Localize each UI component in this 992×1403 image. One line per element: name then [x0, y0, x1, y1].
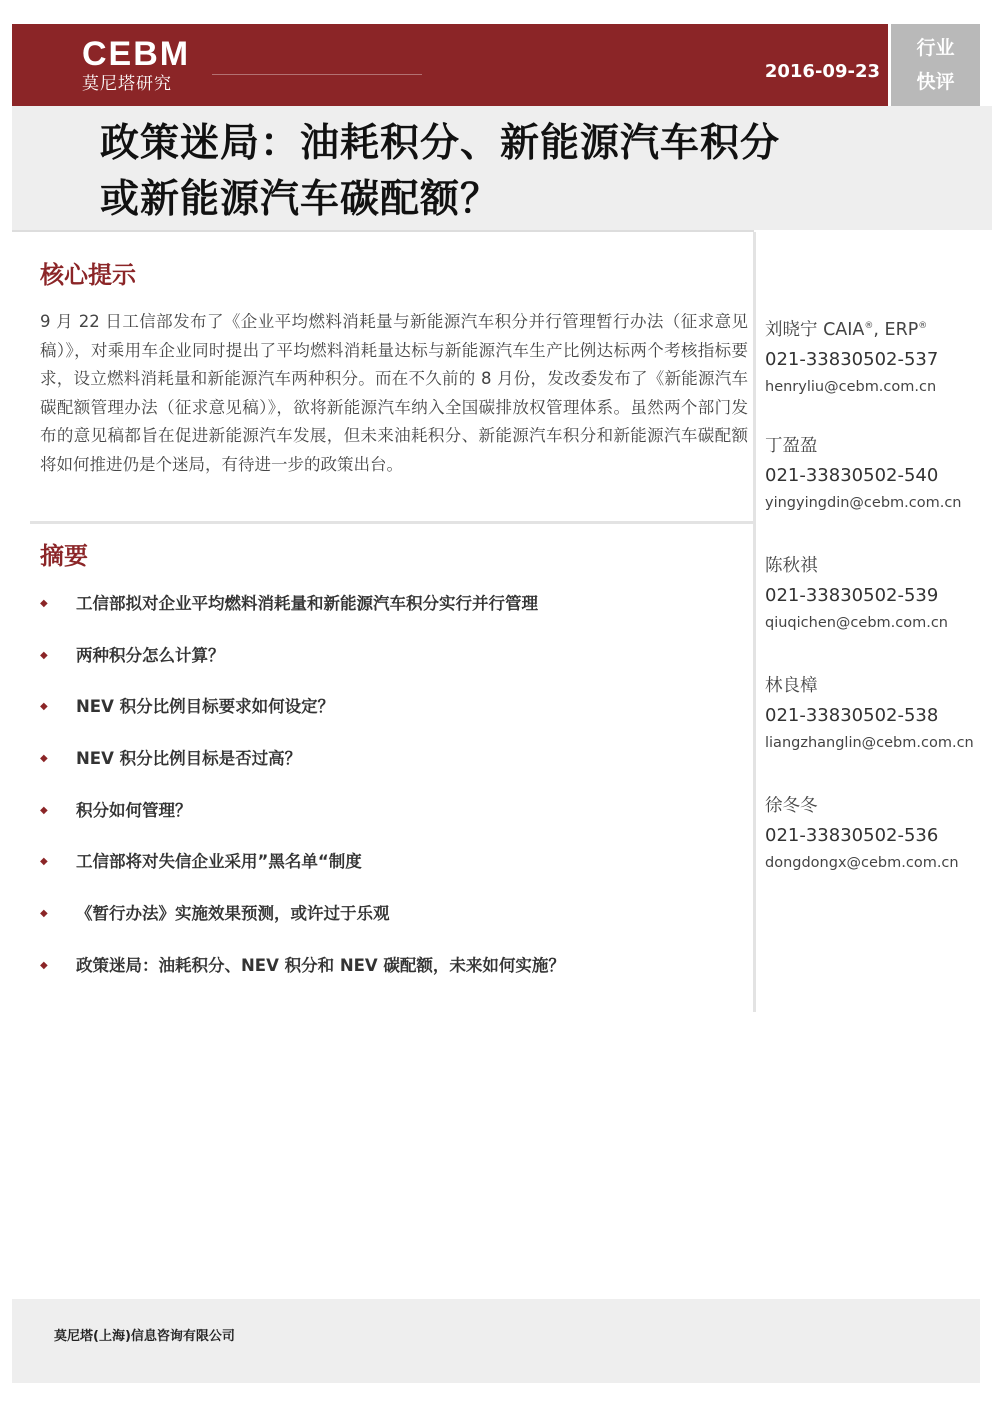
diamond-bullet-icon: ◆ — [40, 804, 48, 816]
list-item — [40, 693, 740, 745]
key-points-text: 9 月 22 日工信部发布了《企业平均燃料消耗量与新能源汽车积分并行管理暂行办法（征求意见稿）》，对乘用车企业同时提出了平均燃料消耗量达标与新能源汽车生产比例达标两个考核指标要求，设立燃料消耗量和新能源汽车两种积分。而在不久前的 8 月份，发改委发布了《新能源汽车碳配额管理办法（征求意见稿）》，欲将新能源汽车纳入全国碳排放权管理体系。虽然两个部门发布的意见稿都旨在促进新能源汽车发展，但未来油耗积分、新能源汽车积分和新能源汽车碳配额将如何推进仍是个迷局，有待进一步的政策出台。 — [40, 312, 748, 474]
analyst-email[interactable]: yingyingdin@cebm.com.cn — [765, 495, 962, 511]
analyst-card — [765, 312, 985, 432]
analyst-name: 徐冬冬 — [765, 796, 818, 816]
analyst-name: 林良樟 — [765, 676, 818, 696]
list-item — [40, 745, 740, 797]
diamond-bullet-icon: ◆ — [40, 753, 48, 765]
page-title — [100, 116, 980, 228]
analyst-email[interactable]: liangzhanglin@cebm.com.cn — [765, 735, 974, 751]
title-line-1: 政策迷局：油耗积分、新能源汽车积分 — [100, 121, 781, 166]
analyst-phone: 021-33830502-540 — [765, 465, 939, 486]
analyst-name: 刘晓宁 CAIA®, ERP® — [765, 320, 928, 340]
analyst-card — [765, 552, 985, 672]
section-divider — [30, 521, 754, 524]
abstract-item-text: 工信部将对失信企业采用”黑名单“制度 — [76, 852, 362, 872]
abstract-item-text: 两种积分怎么计算？ — [76, 645, 225, 665]
analyst-email[interactable]: dongdongx@cebm.com.cn — [765, 855, 959, 871]
analyst-phone: 021-33830502-539 — [765, 585, 939, 606]
analyst-name: 丁盈盈 — [765, 436, 818, 456]
diamond-bullet-icon: ◆ — [40, 908, 48, 920]
analyst-name: 陈秋祺 — [765, 556, 818, 576]
analyst-email[interactable]: qiuqichen@cebm.com.cn — [765, 615, 948, 631]
abstract-item-text: 政策迷局：油耗积分、NEV 积分和 NEV 碳配额，未来如何实施？ — [76, 955, 565, 975]
list-item — [40, 952, 740, 1004]
report-type-line1: 行业 — [916, 37, 955, 59]
diamond-bullet-icon: ◆ — [40, 598, 48, 609]
top-divider — [12, 230, 754, 232]
header-bar — [12, 24, 888, 106]
column-divider — [753, 232, 756, 1012]
analyst-email[interactable]: henryliu@cebm.com.cn — [765, 379, 937, 395]
abstract-heading: 摘要 — [40, 542, 88, 570]
abstract-item-text: NEV 积分比例目标是否过高？ — [76, 749, 302, 769]
list-item — [40, 848, 740, 900]
logo-subtitle: 莫尼塔研究 — [82, 74, 172, 94]
abstract-item-text: 工信部拟对企业平均燃料消耗量和新能源汽车积分实行并行管理 — [76, 594, 538, 613]
logo-text: CEBM — [82, 35, 191, 73]
report-date: 2016-09-23 — [764, 61, 880, 82]
footer-company: 莫尼塔(上海)信息咨询有限公司 — [54, 1329, 235, 1344]
abstract-item-text: NEV 积分比例目标要求如何设定？ — [76, 697, 335, 717]
diamond-bullet-icon: ◆ — [40, 959, 48, 971]
list-item — [40, 590, 740, 642]
analyst-phone: 021-33830502-536 — [765, 825, 939, 846]
title-band — [12, 106, 992, 230]
list-item — [40, 642, 740, 694]
cebm-logo — [82, 36, 212, 98]
header-divider — [212, 74, 422, 75]
diamond-bullet-icon: ◆ — [40, 649, 48, 661]
abstract-list — [40, 590, 740, 1004]
diamond-bullet-icon: ◆ — [40, 856, 48, 868]
analyst-phone: 021-33830502-538 — [765, 705, 939, 726]
report-type-badge — [891, 24, 980, 106]
footer — [12, 1299, 980, 1383]
report-type-line2: 快评 — [916, 71, 955, 93]
analyst-card — [765, 432, 985, 552]
abstract-item-text: 《暂行办法》实施效果预测，或许过于乐观 — [76, 904, 390, 924]
list-item — [40, 797, 740, 849]
analyst-card — [765, 672, 985, 792]
key-points-heading: 核心提示 — [40, 261, 136, 289]
list-item — [40, 900, 740, 952]
analyst-card — [765, 792, 985, 912]
title-line-2: 或新能源汽车碳配额？ — [100, 177, 501, 222]
analyst-sidebar — [765, 312, 985, 912]
diamond-bullet-icon: ◆ — [40, 701, 48, 713]
analyst-phone: 021-33830502-537 — [765, 349, 939, 370]
abstract-item-text: 积分如何管理？ — [76, 800, 192, 820]
